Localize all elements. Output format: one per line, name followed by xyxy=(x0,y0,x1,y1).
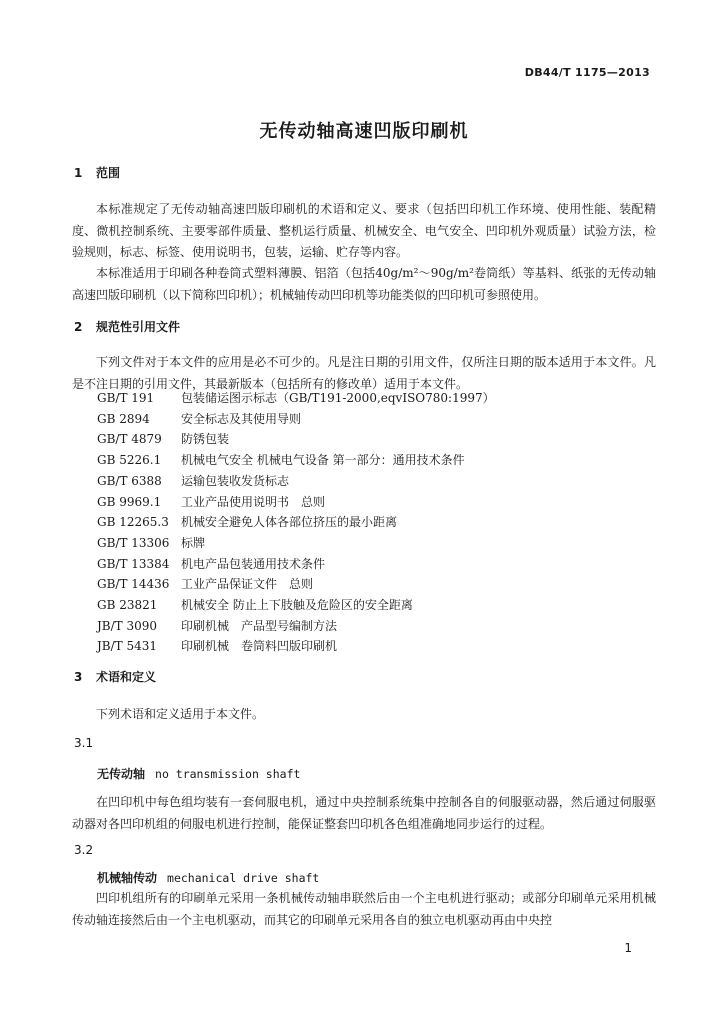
term-chinese: 无传动轴 xyxy=(97,767,146,781)
reference-item xyxy=(97,492,495,513)
reference-code: GB/T 4879 xyxy=(97,432,162,447)
reference-title: 标牌 xyxy=(181,535,206,550)
reference-item xyxy=(97,409,495,430)
reference-item xyxy=(97,636,495,657)
standard-code: DB44/T 1175—2013 xyxy=(524,66,650,79)
reference-code: JB/T 5431 xyxy=(97,639,158,654)
reference-code: GB 2894 xyxy=(97,411,150,426)
reference-item xyxy=(97,616,495,637)
term-english: mechanical drive shaft xyxy=(167,871,320,885)
scope-paragraph-1: 本标准规定了无传动轴高速凹版印刷机的术语和定义、要求（包括凹印机工作环境、使用性能、装配精度、微机控制系统、主要零部件质量、整机运行质量、机械安全、电气安全、凹印机外观质量）试验方法，检验规则，标志、标签、使用说明书，包装，运输、贮存等内容。 xyxy=(72,202,656,259)
section-title: 术语和定义 xyxy=(96,670,157,684)
clause-number: 3.1 xyxy=(74,736,94,750)
reference-title: 机械安全 防止上下肢触及危险区的安全距离 xyxy=(181,598,413,613)
reference-item xyxy=(97,471,495,492)
section-number: 1 xyxy=(74,166,83,180)
reference-title: 机械安全避免人体各部位挤压的最小距离 xyxy=(181,515,398,530)
reference-item xyxy=(97,595,495,616)
reference-title: 包装储运图示标志（GB/T191-2000,eqvISO780:1997） xyxy=(181,391,495,405)
reference-item xyxy=(97,388,495,409)
reference-title: 安全标志及其使用导则 xyxy=(181,411,302,426)
reference-code: GB/T 13306 xyxy=(97,535,170,550)
reference-title: 工业产品保证文件 总则 xyxy=(181,577,314,592)
reference-title: 机械电气安全 机械电气设备 第一部分：通用技术条件 xyxy=(181,453,465,468)
term-definition: 凹印机组所有的印刷单元采用一条机械传动轴串联然后由一个主电机进行驱动；或部分印刷单元采用机械传动轴连接然后由一个主电机驱动，而其它的印刷单元采用各自的独立电机驱动再由中央控 xyxy=(72,891,656,927)
scope-paragraph-2: 本标准适用于印刷各种卷筒式塑料薄膜、铝箔（包括40g/m²～90g/m²卷筒纸）等基料、纸张的无传动轴高速凹版印刷机（以下简称凹印机）；机械轴传动凹印机等功能类似的凹印机可参照使用。 xyxy=(72,266,656,302)
section-1-heading xyxy=(74,164,120,181)
term-english: no transmission shaft xyxy=(155,767,301,781)
reference-title: 印刷机械 产品型号编制方法 xyxy=(181,618,338,633)
reference-item xyxy=(97,574,495,595)
section-3-heading xyxy=(74,668,156,685)
reference-code: GB/T 13384 xyxy=(97,556,170,571)
reference-code: GB 23821 xyxy=(97,598,158,613)
terms-intro: 下列术语和定义适用于本文件。 xyxy=(96,707,265,721)
reference-item xyxy=(97,429,495,450)
reference-title: 机电产品包装通用技术条件 xyxy=(181,556,326,571)
section-title: 范围 xyxy=(96,166,121,180)
document-title: 无传动轴高速凹版印刷机 xyxy=(259,121,469,142)
page-number: 1 xyxy=(624,941,632,955)
section-title: 规范性引用文件 xyxy=(96,320,181,334)
reference-title: 运输包装收发货标志 xyxy=(181,473,290,488)
term-entry xyxy=(97,869,319,886)
term-entry xyxy=(97,765,300,782)
section-number: 3 xyxy=(74,670,83,684)
reference-item xyxy=(97,450,495,471)
reference-list xyxy=(97,388,495,657)
term-definition: 在凹印机中每色组均装有一套伺服电机，通过中央控制系统集中控制各自的伺服驱动器，然后通过伺服驱动器对各凹印机组的伺服电机进行控制，能保证整套凹印机各色组准确地同步运行的过程。 xyxy=(72,795,656,831)
reference-code: GB/T 191 xyxy=(97,391,155,405)
reference-title: 工业产品使用说明书 总则 xyxy=(181,494,326,509)
reference-code: GB 5226.1 xyxy=(97,453,162,468)
reference-item xyxy=(97,554,495,575)
reference-item xyxy=(97,533,495,554)
reference-item xyxy=(97,512,495,533)
reference-code: GB 12265.3 xyxy=(97,515,169,530)
references-intro: 下列文件对于本文件的应用是必不可少的。凡是注日期的引用文件，仅所注日期的版本适用于本文件。凡是不注日期的引用文件，其最新版本（包括所有的修改单）适用于本文件。 xyxy=(72,355,656,391)
clause-number: 3.2 xyxy=(74,843,94,857)
reference-code: GB/T 6388 xyxy=(97,473,162,488)
reference-title: 防锈包装 xyxy=(181,432,230,447)
reference-title: 印刷机械 卷筒料凹版印刷机 xyxy=(181,639,338,654)
section-2-heading xyxy=(74,318,180,335)
section-number: 2 xyxy=(74,320,83,334)
reference-code: GB 9969.1 xyxy=(97,494,162,509)
reference-code: GB/T 14436 xyxy=(97,577,170,592)
term-chinese: 机械轴传动 xyxy=(97,871,158,885)
reference-code: JB/T 3090 xyxy=(97,618,158,633)
